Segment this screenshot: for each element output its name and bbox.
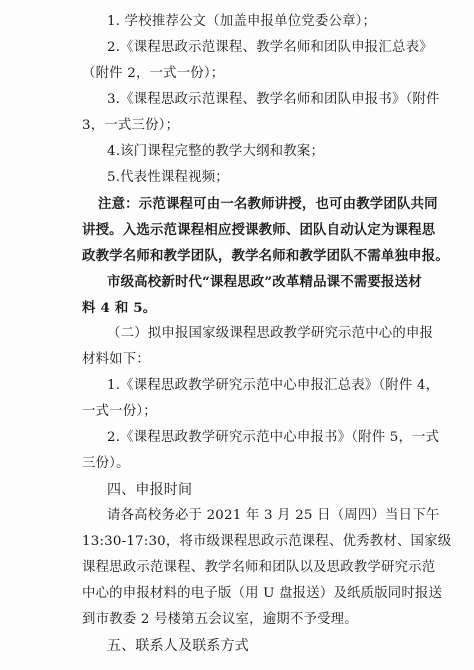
text-line-23: 中心的申报材料的电子版（用 U 盘报送）及纸质版同时报送	[82, 586, 443, 601]
text-line-1: 1. 学校推荐公文（加盖申报单位党委公章）；	[107, 14, 377, 29]
text-line-16: 一式一份）；	[82, 404, 157, 419]
text-line-22: 课程思政示范课程、教学名师和团队以及思政教学研究示范	[82, 560, 436, 575]
text-line-17: 2.《课程思政教学研究示范中心申报书》（附件 5，一式	[107, 430, 440, 445]
text-line-7: 5.代表性课程视频；	[107, 170, 229, 185]
text-line-20: 请各高校务必于 2021 年 3 月 25 日（周四）当日下午	[107, 508, 440, 523]
text-line-6: 4.该门课程完整的教学大纲和教案；	[107, 144, 325, 159]
text-line-19: 四、申报时间	[107, 482, 193, 498]
text-line-14: 材料如下：	[82, 352, 150, 367]
text-line-3: （附件 2，一式一份）；	[82, 66, 225, 81]
text-line-21: 13:30-17:30，将市级课程思政示范课程、优秀教材、国家级	[82, 534, 452, 549]
text-line-11: 市级高校新时代“课程思政”改革精品课不需要报送材	[107, 274, 422, 290]
text-line-24: 到市教委 2 号楼第五会议室，逾期不予受理。	[82, 612, 358, 627]
text-line-12: 料 4 和 5。	[82, 300, 157, 316]
text-line-8: 注意：示范课程可由一名教师讲授，也可由教学团队共同	[98, 196, 438, 212]
text-line-2: 2.《课程思政示范课程、教学名师和团队申报汇总表》	[107, 40, 433, 55]
text-line-13: （二）拟申报国家级课程思政教学研究示范中心的申报	[107, 326, 434, 341]
text-line-5: 3，一式三份）；	[82, 118, 180, 133]
text-line-25: 五、联系人及联系方式	[107, 638, 249, 654]
text-line-15: 1.《课程思政教学研究示范中心申报汇总表》（附件 4，	[107, 378, 440, 393]
text-line-9: 讲授。入选示范课程相应授课教师、团队自动认定为课程思	[82, 222, 436, 238]
text-line-4: 3.《课程思政示范课程、教学名师和团队申报书》（附件	[107, 92, 440, 107]
text-line-10: 政教学名师和教学团队，教学名师和教学团队不需单独申报。	[82, 248, 449, 264]
text-line-18: 三份）。	[82, 456, 130, 471]
